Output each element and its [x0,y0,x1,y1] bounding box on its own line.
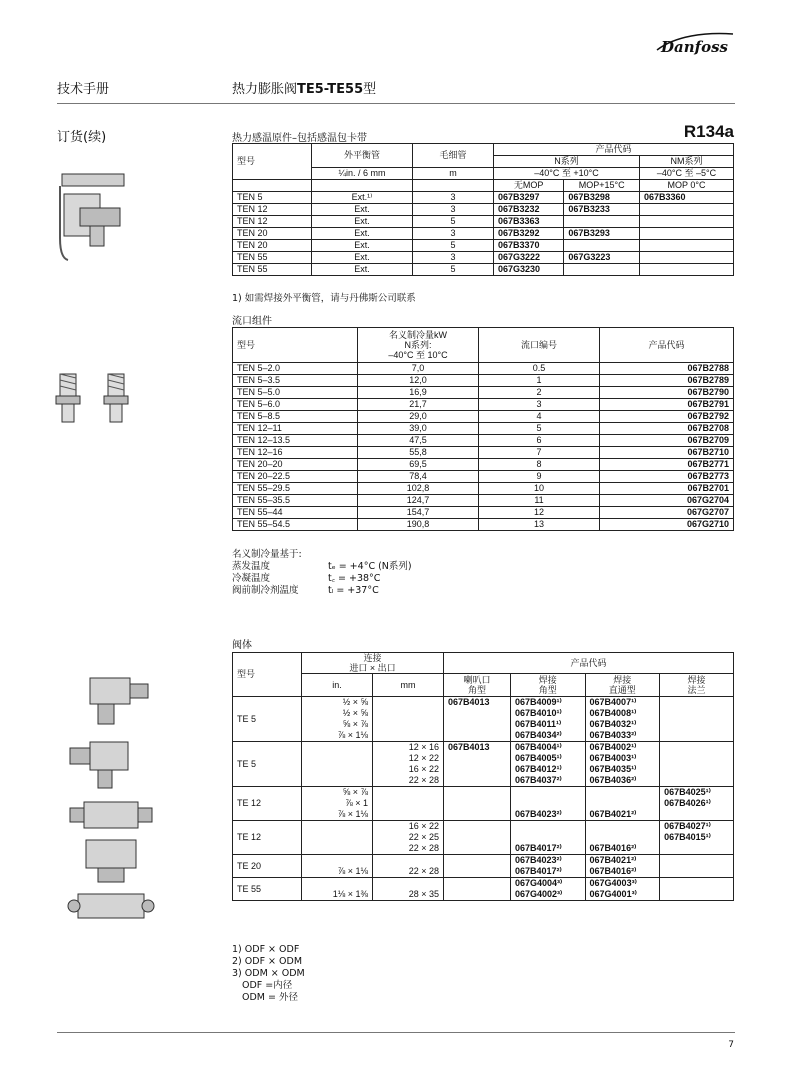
table-cell: 067G2710 [600,519,734,531]
note-line: 3) ODM × ODM [232,968,305,979]
table-cell [444,764,511,775]
table-row [233,252,734,264]
table-cell: 9 [479,471,600,483]
table-cell: TEN 55–35.5 [233,495,358,507]
table-cell: 1⅛ × 1⅜ [302,889,373,901]
table-cell [564,264,640,276]
table-cell: TEN 5–8.5 [233,411,358,423]
table-cell: 067B4023²⁾ [510,855,585,867]
table-cell [444,719,511,730]
table-cell [444,866,511,878]
valve-bulb-image [50,168,130,268]
table-cell: 3 [413,204,494,216]
table-cell: TEN 12–16 [233,447,358,459]
table-cell: 067B4023²⁾ [510,809,585,821]
table-cell: 3 [413,228,494,240]
table-cell: 47,5 [358,435,479,447]
table-cell: 067B3293 [564,228,640,240]
table-cell: 3 [413,252,494,264]
table-cell: 190,8 [358,519,479,531]
table-row [233,855,734,867]
table-cell: Ext.¹⁾ [312,192,413,204]
section-title: 订货(续) [57,130,107,145]
table-cell: 22 × 28 [373,866,444,878]
refrigerant-label: R134a [683,122,734,141]
table-cell [564,216,640,228]
table-cell: TEN 55 [233,264,312,276]
table-cell [444,787,511,799]
basis-label: 阀前制冷剂温度 [232,585,299,596]
page-title: 热力膨胀阀TE5-TE55型 [232,82,377,97]
basis-value: t꜀ = +38°C [328,573,381,584]
table-cell: 067B3363 [494,216,564,228]
basis-label: 冷凝温度 [232,573,271,584]
header-rule [57,103,735,104]
brand-text: Danfoss [661,38,728,56]
table-cell: 16 × 22 [373,764,444,775]
table-cell: 5 [413,264,494,276]
table-row [233,399,734,411]
table-row [233,787,734,799]
table-cell: 067B2708 [600,423,734,435]
basis-label: 蒸发温度 [232,561,271,572]
table-cell: ⅞ × 1 [302,798,373,809]
footer-rule [57,1032,735,1033]
table-row [233,375,734,387]
bulb-table: 型号 外平衡管 毛细管 产品代码 N系列 NM系列 ¼in. / 6 mm m –40°C 至 +10°C –40°C 至 –5°C 无MOP MOP+15°C MOP 0°C TEN 5 Ext.¹⁾ 3 067B3297 067B3298 067B3360 TEN 12 Ext. 3 067B3232 067B3233 TEN 12 Ext. 5 067B3363 TEN 20 Ext. 3 067B3292 067B3293 TEN 20 Ext. 5 067B3370 TEN 55 Ext. 3 067G3222 067G3223 TEN 55 Ext. 5 067G3230 [232,143,734,276]
table-cell: TEN 20 [233,228,312,240]
table-cell: TEN 5–2.0 [233,363,358,375]
table-cell [373,878,444,890]
table-cell: 3 [413,192,494,204]
table1-caption: 热力感温原件–包括感温包卡带 [232,133,367,144]
table-cell: 067B2710 [600,447,734,459]
table-cell: 067G3230 [494,264,564,276]
table-cell [444,878,511,890]
table-cell [660,764,734,775]
table-cell: ⅞ × 1⅛ [302,809,373,821]
table-cell [444,708,511,719]
table-row [233,216,734,228]
table-cell: 067B4026¹⁾ [660,798,734,809]
table-row [233,753,734,764]
table-cell: 69,5 [358,459,479,471]
table-cell [660,742,734,754]
table-cell: 067B2773 [600,471,734,483]
table-cell [660,809,734,821]
table-cell [373,730,444,742]
table-row [233,204,734,216]
table-cell [373,708,444,719]
table-cell: Ext. [312,240,413,252]
table-cell [373,798,444,809]
table-cell [585,821,660,833]
table-cell: 16,9 [358,387,479,399]
table-cell: 16 × 22 [373,821,444,833]
note-line: ODM = 外径 [242,992,298,1003]
table-cell [660,889,734,901]
valve-body-image [62,672,162,942]
table-cell [660,855,734,867]
table-cell [510,832,585,843]
table-row [233,730,734,742]
table-cell: 067G4002³⁾ [510,889,585,901]
table-cell [302,764,373,775]
table-cell [302,742,373,754]
table-cell: 8 [479,459,600,471]
table-cell: ⅝ × ⅞ [302,787,373,799]
table-row [233,708,734,719]
table-cell [302,753,373,764]
table-cell: Ext. [312,216,413,228]
table-cell: 21,7 [358,399,479,411]
table-cell: 067B4011¹⁾ [510,719,585,730]
table-cell: 28 × 35 [373,889,444,901]
table-cell: 067B3298 [564,192,640,204]
table-row [233,866,734,878]
note-line: 2) ODF × ODM [232,956,303,967]
basis-value: tₗ = +37°C [328,585,379,596]
orifice-table: 型号 名义制冷量kW N系列: –40°C 至 10°C 流口编号 产品代码 TEN 5–2.0 7,0 0.5 067B2788 TEN 5–3.5 12,0 1 067B2789 TEN 5–5.0 16,9 2 067B2790 TEN 5–6.0 21,7 3 067B2791 TEN 5–8.5 29,0 4 067B2792 TEN 12–11 39,0 5 067B2708 TEN 12–13.5 47,5 6 067B2709 TEN 12–16 55,8 7 067B2710 TEN 20–20 69,5 8 067B2771 TEN 20–22.5 78,4 9 067B2773 TEN 55–29.5 102,8 10 067B2701 TEN 55–35.5 124,7 11 067G2704 TEN 55–44 154,7 12 067G2707 TEN 55–54.5 190,8 13 067G2710 [232,327,734,531]
doc-type: 技术手册 [57,82,110,97]
table-cell [444,798,511,809]
table-cell [302,832,373,843]
table-cell: 067B2701 [600,483,734,495]
table-cell: 12 × 22 [373,753,444,764]
table-row [233,228,734,240]
table-row [233,742,734,754]
table-cell [444,821,511,833]
table-cell: 102,8 [358,483,479,495]
table-cell: 067B3232 [494,204,564,216]
table-row [233,832,734,843]
table-cell: 5 [413,216,494,228]
table-cell [660,753,734,764]
table-cell [373,719,444,730]
table-cell: 067B4009¹⁾ [510,697,585,709]
table-cell: 067B4013 [444,742,511,754]
table-cell: 1 [479,375,600,387]
table-row [233,775,734,787]
table-cell [585,832,660,843]
table-cell [302,843,373,855]
table-cell: 067B4013 [444,697,511,709]
table-cell [660,775,734,787]
table-cell [660,719,734,730]
table-cell [660,878,734,890]
table-cell [639,228,733,240]
model-cell: TE 55 [233,878,302,901]
table1-note: 1) 如需焊接外平衡管，请与丹佛斯公司联系 [232,293,416,304]
basis-line [232,573,412,585]
table-row [233,447,734,459]
table-cell: 067B2790 [600,387,734,399]
table-cell: 067B4003¹⁾ [585,753,660,764]
danfoss-logo [655,28,735,58]
table-cell: 067B2792 [600,411,734,423]
table-cell: 067B4017²⁾ [510,866,585,878]
table-cell: 3 [479,399,600,411]
table-cell [444,855,511,867]
model-cell: TE 5 [233,742,302,787]
table-cell: 10 [479,483,600,495]
table-row [233,821,734,833]
table-cell: TEN 12 [233,204,312,216]
table-cell: 067B4015¹⁾ [660,832,734,843]
table-cell: 067B4002¹⁾ [585,742,660,754]
table-cell: 5 [413,240,494,252]
table-cell [373,809,444,821]
capacity-basis: 名义制冷量基于: 蒸发温度 tₑ = +4°C (N系列) 冷凝温度 t꜀ = +38°C 阀前制冷剂温度 tₗ = +37°C [232,549,412,596]
model-cell: TE 12 [233,821,302,855]
table-cell: TEN 55–44 [233,507,358,519]
table-cell: 067B4037²⁾ [510,775,585,787]
table-cell: ⅝ × ⅞ [302,719,373,730]
table-cell [585,787,660,799]
table-cell: 55,8 [358,447,479,459]
table-cell: 2 [479,387,600,399]
table-cell: TEN 5–3.5 [233,375,358,387]
table-cell [660,866,734,878]
table-cell: 067B3233 [564,204,640,216]
table-cell: TEN 5–5.0 [233,387,358,399]
table-cell: Ext. [312,264,413,276]
table-cell: TEN 20–22.5 [233,471,358,483]
table-row [233,483,734,495]
table-cell: 22 × 28 [373,775,444,787]
table-cell: 6 [479,435,600,447]
table-cell: 067B4012¹⁾ [510,764,585,775]
table-cell: Ext. [312,228,413,240]
table-cell: 067B2709 [600,435,734,447]
table-cell [302,878,373,890]
table-cell [302,855,373,867]
table2-caption: 流口组件 [232,316,272,327]
table-cell [585,798,660,809]
table-cell: 067B4025¹⁾ [660,787,734,799]
table-cell: 067G4001³⁾ [585,889,660,901]
table-cell: TEN 20–20 [233,459,358,471]
table-cell: 067G4004³⁾ [510,878,585,890]
table-cell: 29,0 [358,411,479,423]
table-cell [444,843,511,855]
basis-line [232,585,412,597]
table-cell [510,821,585,833]
table-cell [302,821,373,833]
table-row [233,363,734,375]
table-cell: TEN 12–11 [233,423,358,435]
table-cell [373,787,444,799]
model-cell: TE 20 [233,855,302,878]
table-cell [510,798,585,809]
orifice-image [52,360,132,430]
table-cell: Ext. [312,204,413,216]
table-row [233,423,734,435]
table-cell: 154,7 [358,507,479,519]
table-cell: 39,0 [358,423,479,435]
table-cell: 7 [479,447,600,459]
table-cell: 067B4007¹⁾ [585,697,660,709]
table-row [233,435,734,447]
table-cell [639,252,733,264]
table-cell: 067B4021²⁾ [585,855,660,867]
table-cell: 067B2789 [600,375,734,387]
table-row [233,764,734,775]
table-cell [564,240,640,252]
table-cell: 067B4021²⁾ [585,809,660,821]
table-cell: 067B4016²⁾ [585,843,660,855]
table-cell [660,843,734,855]
table-cell: 067B4036²⁾ [585,775,660,787]
table-cell: 067B4034²⁾ [510,730,585,742]
basis-value: tₑ = +4°C (N系列) [328,561,412,572]
table-cell [444,730,511,742]
table-row [233,459,734,471]
table-cell: 11 [479,495,600,507]
table-cell: TEN 55–54.5 [233,519,358,531]
table-cell: 5 [479,423,600,435]
table-cell: ⅞ × 1⅛ [302,730,373,742]
table-cell: TEN 12–13.5 [233,435,358,447]
table-cell: 067B4005¹⁾ [510,753,585,764]
basis-line [232,561,412,573]
table-cell: 12 [479,507,600,519]
table-cell: ½ × ⅝ [302,697,373,709]
table-row [233,240,734,252]
table-cell: TEN 55 [233,252,312,264]
table-row [233,809,734,821]
table-cell: TEN 5 [233,192,312,204]
table-cell: 067B4032¹⁾ [585,719,660,730]
table-row [233,411,734,423]
table-cell [302,775,373,787]
table-cell: 7,0 [358,363,479,375]
model-cell: TE 5 [233,697,302,742]
table-cell: 067B4035¹⁾ [585,764,660,775]
table-cell [639,216,733,228]
table-cell [660,730,734,742]
model-cell: TE 12 [233,787,302,821]
table-cell: 0.5 [479,363,600,375]
table3-caption: 阀体 [232,640,252,651]
table-cell [444,775,511,787]
table-cell: Ext. [312,252,413,264]
table-cell: 067G2704 [600,495,734,507]
valve-body-table: 型号 连接 进口 × 出口 产品代码 in. mm 喇叭口 角型 焊接 角型 焊接 直通型 焊接 法兰 TE 5 ½ × ⅝ 067B4013 067B4009¹⁾ 067B4007¹⁾ ½ × ⅝ 067B4010¹⁾ 067B4008¹⁾ ⅝ × ⅞ 067B4011¹⁾ 067B4032¹⁾ ⅞ × 1⅛ 067B4034²⁾ 067B4033²⁾ TE 5 12 × 16 067B4013 067B4004¹⁾ 067B4002¹⁾ 12 × 22 067B4005¹⁾ 067B4003¹⁾ 16 × 22 067B4012¹⁾ 067B4035¹⁾ 22 × 28 067B4037²⁾ 067B4036²⁾ TE 12 ⅝ × ⅞ 067B4025¹⁾ ⅞ × 1 067B4026¹⁾ ⅞ × 1⅛ 067B4023²⁾ 067B4021²⁾ TE 12 16 × 22 067B4027¹⁾ 22 × 25 067B4015¹⁾ 22 × 28 067B4017²⁾ 067B4016²⁾ TE 20 067B4023²⁾ 067B4021²⁾ ⅞ × 1⅛ 22 × 28 067B4017²⁾ 067B4016²⁾ TE 55 067G4004³⁾ 067G4003³⁾ 1⅛ × 1⅜ 28 × 35 067G4002³⁾ 067G4001³⁾ [232,652,734,901]
table-cell [660,708,734,719]
table-row [233,507,734,519]
table-cell: ½ × ⅝ [302,708,373,719]
table-cell: 067G4003³⁾ [585,878,660,890]
table-cell [444,832,511,843]
table-cell [639,240,733,252]
table-cell: ⅞ × 1⅛ [302,866,373,878]
table-cell: 067B2788 [600,363,734,375]
table-cell [660,697,734,709]
table-row [233,495,734,507]
table-cell [444,809,511,821]
table-cell [510,787,585,799]
table-cell: 067G3222 [494,252,564,264]
table-cell [373,697,444,709]
table-cell: 22 × 28 [373,843,444,855]
table-cell [639,204,733,216]
table-row [233,878,734,890]
table-cell: 067B3297 [494,192,564,204]
table-cell: 067B3292 [494,228,564,240]
table-row [233,719,734,730]
table-cell: 067G3223 [564,252,640,264]
table-cell: 22 × 25 [373,832,444,843]
table-cell: 067B4010¹⁾ [510,708,585,719]
table3-notes [232,944,305,1004]
table-row [233,264,734,276]
table-cell: 067B3370 [494,240,564,252]
table-cell: 067G2707 [600,507,734,519]
table-cell: 067B4016²⁾ [585,866,660,878]
table-row [233,889,734,901]
table-row [233,843,734,855]
table-cell: TEN 55–29.5 [233,483,358,495]
table-cell: 4 [479,411,600,423]
table-row [233,387,734,399]
table-row [233,697,734,709]
table-cell: 067B4017²⁾ [510,843,585,855]
table-cell: 067B2771 [600,459,734,471]
table-cell: TEN 5–6.0 [233,399,358,411]
note-line: 1) ODF × ODF [232,944,300,955]
table-cell [444,889,511,901]
table-cell: 78,4 [358,471,479,483]
table-cell: 12 × 16 [373,742,444,754]
table-cell: 124,7 [358,495,479,507]
table-row [233,798,734,809]
table-cell: TEN 12 [233,216,312,228]
table-cell: 067B3360 [639,192,733,204]
table-cell: 067B4027¹⁾ [660,821,734,833]
table-cell: 13 [479,519,600,531]
table-cell: 12,0 [358,375,479,387]
table-cell [373,855,444,867]
table-row [233,192,734,204]
table-cell: 067B4004¹⁾ [510,742,585,754]
table-cell [639,264,733,276]
table-cell: 067B2791 [600,399,734,411]
table-row [233,519,734,531]
table-cell: 067B4033²⁾ [585,730,660,742]
note-line: ODF =内径 [242,980,293,991]
table-cell [444,753,511,764]
table-cell: TEN 20 [233,240,312,252]
page-number: 7 [728,1040,734,1050]
table-cell: 067B4008¹⁾ [585,708,660,719]
table-row [233,471,734,483]
